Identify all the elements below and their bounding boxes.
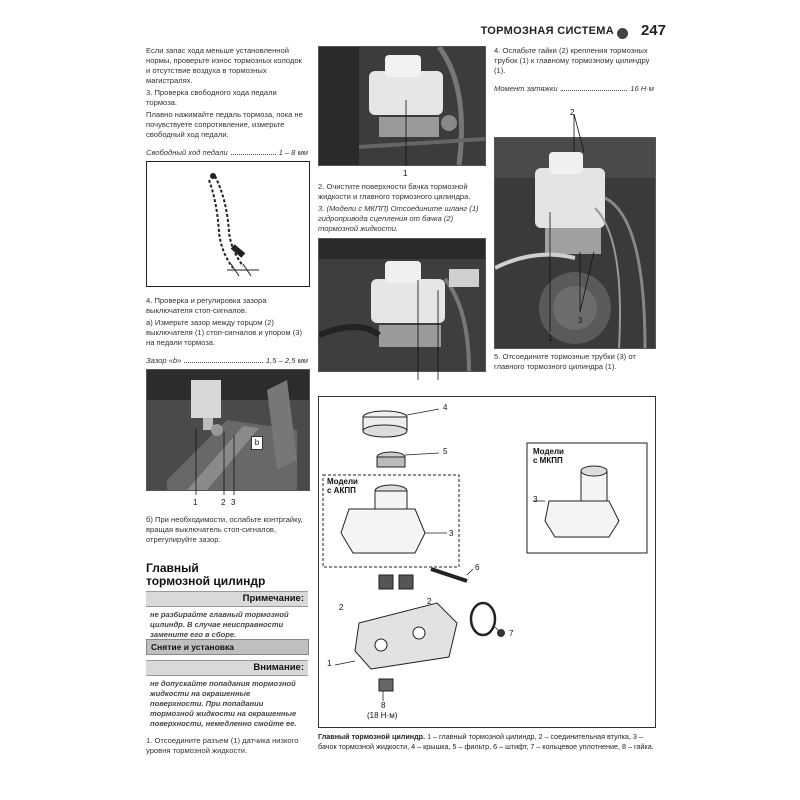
note-box bbox=[146, 591, 308, 643]
part-label-2: 2 bbox=[427, 597, 432, 606]
callout-lines bbox=[318, 280, 484, 390]
paragraph: а) Измерьте зазор между торцом (2) выключателя (1) стоп-сигналов и упором (3) на педали тормоза. bbox=[146, 318, 302, 347]
paragraph: 3. (Модели с МКПП) Отсоедините шланг (1) гидропривода сцепления от бачка (2) тормозной жидкости. bbox=[318, 204, 479, 233]
mkpp-label: Модели с МКПП bbox=[533, 447, 564, 465]
callout-1: 1 bbox=[193, 498, 198, 507]
page-number: 247 bbox=[640, 22, 666, 39]
left-text-block-2 bbox=[146, 296, 308, 366]
akpp-label: Модели с АКПП bbox=[327, 477, 358, 495]
part-label-3-inset: 3 bbox=[533, 495, 538, 504]
pedal-sketch bbox=[146, 161, 310, 287]
right-text-block-2: 5. Отсоедините тормозные трубки (3) от главного тормозного цилиндра (1). bbox=[494, 352, 636, 371]
part-label-8: 8 bbox=[381, 701, 386, 710]
chapter-title: ТОРМОЗНАЯ СИСТЕМА bbox=[480, 25, 614, 37]
subsection-bar: Снятие и установка bbox=[146, 639, 309, 655]
note-text: не разбирайте главный тормозной цилиндр. В случае неисправности замените его в сборе. bbox=[150, 610, 289, 639]
paragraph: Плавно нажимайте педаль тормоза, пока не почувствуете сопротивление, измерьте свободный ход педали. bbox=[146, 110, 303, 139]
spec-value: 16 Н·м bbox=[630, 84, 654, 93]
left-text-block-4: 1. Отсоедините разъем (1) датчика низкого уровня тормозной жидкости. bbox=[146, 736, 299, 755]
paragraph: 3. Проверка свободного хода педали тормоза. bbox=[146, 88, 277, 107]
left-text-block-1 bbox=[146, 46, 308, 158]
part-label-3: 3 bbox=[449, 529, 454, 538]
paragraph: 4. Проверка и регулировка зазора выключателя стоп-сигналов. bbox=[146, 296, 267, 315]
bullet-icon bbox=[617, 28, 628, 39]
spec-label: Момент затяжки bbox=[494, 84, 558, 93]
torque-label: (18 Н·м) bbox=[367, 711, 398, 720]
master-cylinder-diagram bbox=[318, 396, 656, 728]
paragraph: 2. Очистите поверхности бачка тормозной жидкости и главного тормозного цилиндра. bbox=[318, 182, 471, 201]
section-title bbox=[146, 562, 308, 588]
spec-value: 1 – 8 мм bbox=[278, 148, 308, 157]
spec-value: 1,5 – 2,5 мм bbox=[265, 356, 308, 365]
warning-text: не допускайте попадания тормозной жидкости на окрашенные поверхности. При попадании тормозной жидкости на окрашенные поверхности, немедленно смойте ее. bbox=[150, 679, 297, 728]
spec-line bbox=[494, 84, 654, 94]
caption-title: Главный тормозной цилиндр. bbox=[318, 732, 426, 741]
spec-label: Зазор «b» bbox=[146, 356, 182, 365]
callout-2: 2 bbox=[221, 498, 226, 507]
callout-lines bbox=[318, 100, 484, 180]
part-label-1: 1 bbox=[327, 659, 332, 668]
callout-b: b bbox=[251, 436, 263, 450]
warning-heading: Внимание: bbox=[146, 660, 308, 676]
callout-2: 2 bbox=[570, 108, 575, 117]
part-label-7: 7 bbox=[509, 629, 514, 638]
spec-line bbox=[146, 148, 308, 158]
part-label-6: 6 bbox=[475, 563, 480, 572]
warning-box bbox=[146, 660, 308, 732]
callout-lines bbox=[494, 112, 654, 342]
part-label-4: 4 bbox=[443, 403, 448, 412]
section-title-line-2: тормозной цилиндр bbox=[146, 574, 266, 588]
section-title-line-1: Главный bbox=[146, 561, 199, 575]
diagram-caption bbox=[318, 732, 654, 752]
mid-text-block bbox=[318, 182, 484, 234]
callout-3: 3 bbox=[578, 316, 583, 325]
callout-1: 1 bbox=[548, 334, 553, 343]
page-header bbox=[456, 22, 666, 44]
paragraph: 4. Ослабьте гайки (2) крепления тормозных трубок (1) к главному тормозному цилиндру (1). bbox=[494, 46, 650, 75]
caption-text: 1 – главный тормозной цилиндр, 2 – соединительная втулка, 3 – бачок тормозной жидкости, 4 – крышка, 5 – фильтр, 6 – штифт, 7 – кольцевое уплотнение, 8 – гайка. bbox=[318, 732, 654, 751]
note-heading: Примечание: bbox=[146, 591, 308, 607]
right-text-block-1 bbox=[494, 46, 654, 94]
callout-lines bbox=[146, 369, 308, 509]
part-label-2: 2 bbox=[339, 603, 344, 612]
part-label-5: 5 bbox=[443, 447, 448, 456]
callout-1: 1 bbox=[403, 169, 408, 178]
callout-3: 3 bbox=[231, 498, 236, 507]
left-text-block-3: б) При необходимости, ослабьте контргайку, вращая выключатель стоп-сигналов, отрегулируйте зазор. bbox=[146, 515, 303, 544]
spec-line bbox=[146, 356, 308, 366]
paragraph: Если запас хода меньше установленной нормы, проверьте износ тормозных колодок и отсутствие воздуха в тормозных магистралях. bbox=[146, 46, 302, 85]
spec-label: Свободный ход педали bbox=[146, 148, 228, 157]
